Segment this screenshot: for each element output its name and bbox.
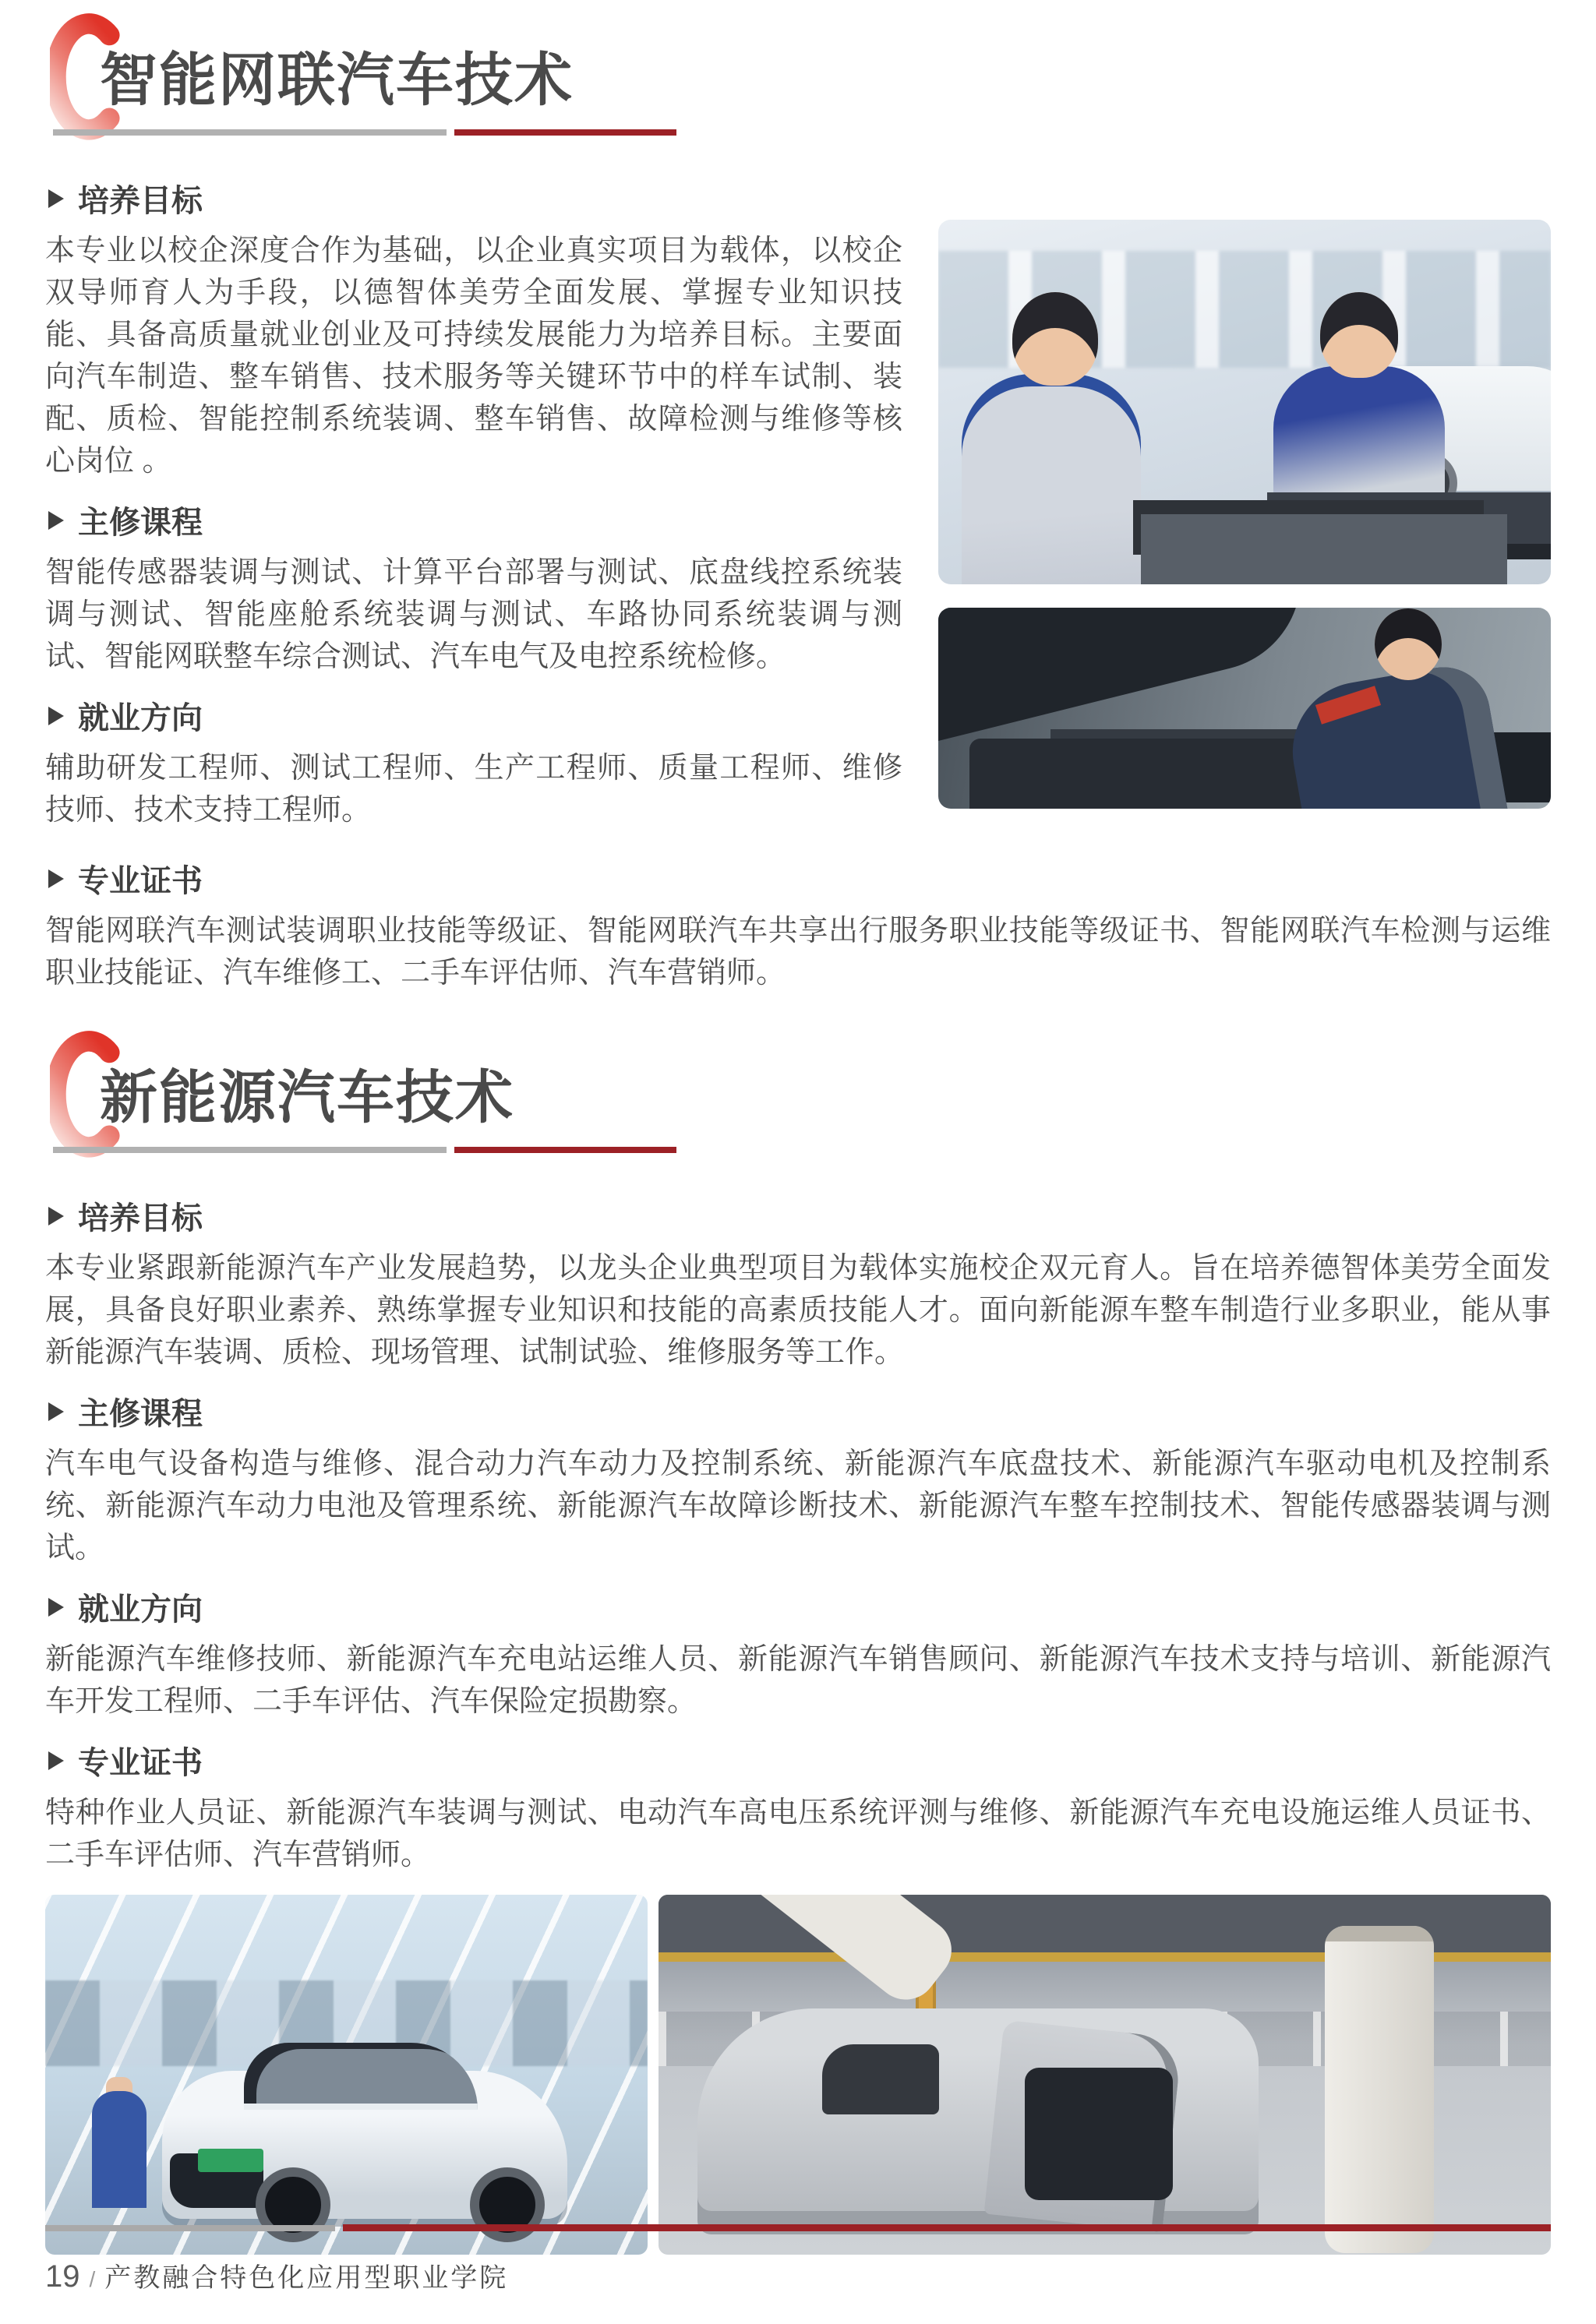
block-heading-label: 培养目标 <box>78 1201 203 1236</box>
block-heading <box>45 1585 1551 1629</box>
underline-gray-segment <box>53 129 447 136</box>
block-main-courses <box>45 498 902 678</box>
section-intelligent-connected-vehicle <box>45 8 1551 994</box>
right-triangle-bullet-icon <box>48 1402 64 1421</box>
block-paragraph: 特种作业人员证、新能源汽车装调与测试、电动汽车高电压系统评测与维修、新能源汽车充电设施运维人员证书、二手车评估师、汽车营销师。 <box>45 1797 1551 1871</box>
student-head-shape <box>1012 292 1098 386</box>
section-new-energy-vehicle <box>45 1025 1551 2255</box>
block-heading <box>45 693 902 738</box>
suv-windshield-shape <box>244 2043 478 2110</box>
photo-car-body-robot-line <box>659 1895 1551 2255</box>
open-hood-shape <box>938 608 1321 751</box>
training-rig-shape <box>1141 514 1507 584</box>
page-number-separator: / <box>89 2267 96 2291</box>
green-license-plate-shape <box>198 2149 263 2172</box>
block-heading-label: 专业证书 <box>78 864 203 898</box>
section-title-underline <box>53 129 676 136</box>
block-heading-label: 就业方向 <box>78 1592 203 1627</box>
section-title: 智能网联汽车技术 <box>100 48 574 112</box>
block-heading <box>45 1194 1551 1238</box>
robot-arm-column-shape <box>1325 1926 1434 2253</box>
mechanic-head-shape <box>1375 608 1442 680</box>
student-figure-shape <box>962 374 1141 584</box>
block-paragraph: 本专业紧跟新能源汽车产业发展趋势，以龙头企业典型项目为载体实施校企双元育人。旨在培养德智体美劳全面发展，具备良好职业素养、熟练掌握专业知识和技能的高素质技能人才。面向新能源车整车制造行业多职业，能从事新能源汽车装调、质检、现场管理、试制试验、维修服务等工作。 <box>45 1252 1551 1369</box>
section-title: 新能源汽车技术 <box>100 1065 514 1130</box>
right-triangle-bullet-icon <box>48 189 64 208</box>
underline-red-segment <box>454 129 676 136</box>
block-heading <box>45 856 1551 901</box>
body-window-opening-shape <box>822 2044 939 2114</box>
institution-name: 产教融合特色化应用型职业学院 <box>104 2263 509 2293</box>
block-heading-label: 培养目标 <box>78 184 203 218</box>
block-certificates <box>45 856 1551 994</box>
block-training-goal <box>45 176 902 482</box>
footer-rule-red-segment <box>343 2224 1551 2231</box>
footer-rule <box>45 2224 1551 2231</box>
mechanic-figure-shape <box>1282 660 1509 809</box>
right-triangle-bullet-icon <box>48 1751 64 1770</box>
block-paragraph: 辅助研发工程师、测试工程师、生产工程师、质量工程师、维修技师、技术支持工程师。 <box>45 752 902 827</box>
block-paragraph: 汽车电气设备构造与维修、混合动力汽车动力及控制系统、新能源汽车底盘技术、新能源汽车驱动电机及控制系统、新能源汽车动力电池及管理系统、新能源汽车故障诊断技术、新能源汽车整车控制技术、智能传感器装调与测试。 <box>45 1448 1551 1564</box>
block-heading <box>45 498 902 542</box>
block-heading-label: 专业证书 <box>78 1746 203 1780</box>
block-heading <box>45 1389 1551 1434</box>
bottom-photo-row <box>45 1895 1551 2255</box>
underline-gray-segment <box>53 1147 447 1153</box>
footer-rule-gray-segment <box>45 2225 335 2231</box>
block-employment-direction <box>45 1585 1551 1723</box>
section-header <box>45 8 1551 142</box>
block-heading <box>45 1738 1551 1783</box>
photo-students-at-training-rig <box>938 220 1551 584</box>
block-heading-label: 就业方向 <box>78 701 203 735</box>
block-heading <box>45 176 902 220</box>
right-triangle-bullet-icon <box>48 707 64 725</box>
photo-technician-engine-bay <box>938 608 1551 809</box>
section-header <box>45 1025 1551 1159</box>
block-paragraph: 本专业以校企深度合作为基础，以企业真实项目为载体，以校企双导师育人为手段，以德智体美劳全面发展、掌握专业知识技能、具备高质量就业创业及可持续发展能力为培养目标。主要面向汽车制造、整车销售、技术服务等关键环节中的样车试制、装配、质检、智能控制系统装调、整车销售、故障检测与维修等核心岗位 。 <box>45 235 902 478</box>
car-interior-shape <box>1025 2068 1173 2200</box>
section-title-underline <box>53 1147 676 1153</box>
block-main-courses <box>45 1389 1551 1569</box>
block-paragraph: 智能网联汽车测试装调职业技能等级证、智能网联汽车共享出行服务职业技能等级证书、智能网联汽车检测与运维职业技能证、汽车维修工、二手车评估师、汽车营销师。 <box>45 915 1551 989</box>
section-text-column <box>45 176 902 841</box>
photo-suv-assembly-line <box>45 1895 648 2255</box>
right-triangle-bullet-icon <box>48 511 64 530</box>
car-body-shell-shape <box>697 2008 1259 2234</box>
block-certificates <box>45 1738 1551 1876</box>
student-head-shape <box>1320 292 1398 378</box>
block-training-goal <box>45 1194 1551 1374</box>
block-heading-label: 主修课程 <box>78 506 203 540</box>
page-footer <box>45 2224 1551 2294</box>
right-triangle-bullet-icon <box>48 869 64 888</box>
right-triangle-bullet-icon <box>48 1207 64 1225</box>
section-photo-column <box>938 176 1551 841</box>
block-employment-direction <box>45 693 902 831</box>
two-column-area <box>45 176 1551 841</box>
block-heading-label: 主修课程 <box>78 1397 203 1431</box>
block-paragraph: 新能源汽车维修技师、新能源汽车充电站运维人员、新能源汽车销售顾问、新能源汽车技术支持与培训、新能源汽车开发工程师、二手车评估、汽车保险定损勘察。 <box>45 1643 1551 1718</box>
page-number: 19 <box>45 2259 80 2294</box>
right-triangle-bullet-icon <box>48 1598 64 1617</box>
worker-figure-shape <box>92 2091 147 2208</box>
footer-text <box>45 2256 1551 2294</box>
block-paragraph: 智能传感器装调与测试、计算平台部署与测试、底盘线控系统装调与测试、智能座舱系统装调与测试、车路协同系统装调与测试、智能网联整车综合测试、汽车电气及电控系统检修。 <box>45 556 902 673</box>
underline-red-segment <box>454 1147 676 1153</box>
